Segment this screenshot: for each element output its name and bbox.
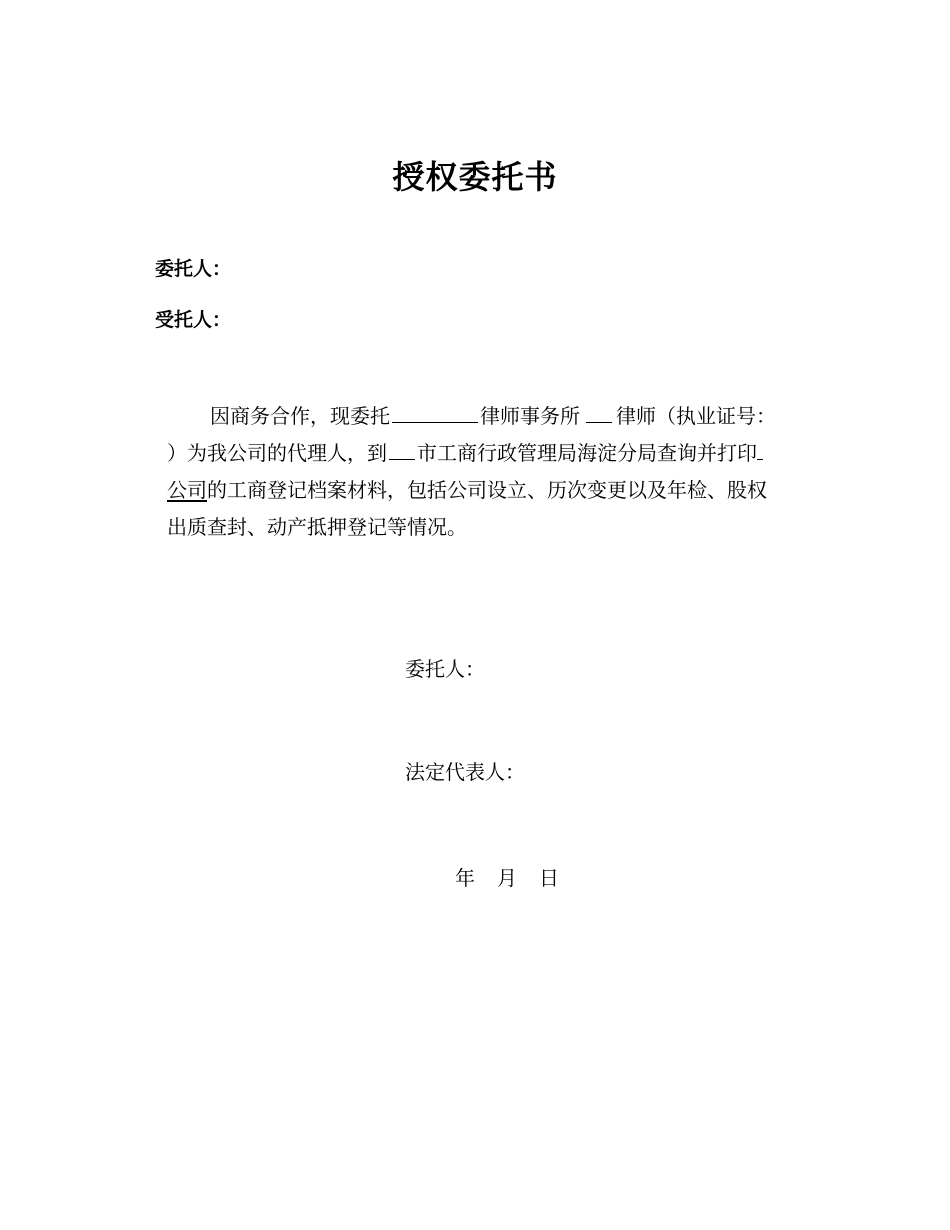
- signature-legal-rep-label: 法定代表人：: [405, 760, 525, 784]
- body-line-2: [167, 435, 797, 472]
- law-firm-blank: [392, 402, 478, 423]
- date-month-label: 月: [497, 866, 517, 890]
- document-title: 授权委托书: [392, 158, 558, 196]
- agent-label: 受托人：: [155, 309, 232, 331]
- body-line-1: [210, 398, 840, 435]
- principal-label: 委托人：: [155, 258, 232, 280]
- body-text-segment: 因商务合作，现委托: [210, 404, 390, 428]
- body-line-4: 出质查封、动产抵押登记等情况。: [167, 515, 467, 539]
- body-text-segment: 律师（执业证号：: [616, 404, 776, 428]
- body-text-segment: 的工商登记档案材料，包括公司设立、历次变更以及年检、股权: [207, 478, 767, 502]
- date-day-label: 日: [539, 866, 559, 890]
- lawyer-name-blank: [586, 402, 612, 423]
- body-text-segment: 律师事务所: [480, 404, 580, 428]
- date-year-label: 年: [455, 866, 475, 890]
- body-text-segment: ）为我公司的代理人，到: [167, 441, 387, 465]
- company-name-underlined: 公司: [167, 478, 207, 502]
- signature-principal-label: 委托人：: [405, 657, 485, 681]
- company-blank: [757, 439, 763, 460]
- body-text-segment: 市工商行政管理局海淀分局查询并打印: [417, 441, 757, 465]
- signature-date: [455, 862, 559, 891]
- city-blank: [389, 439, 415, 460]
- body-line-3: [167, 472, 797, 509]
